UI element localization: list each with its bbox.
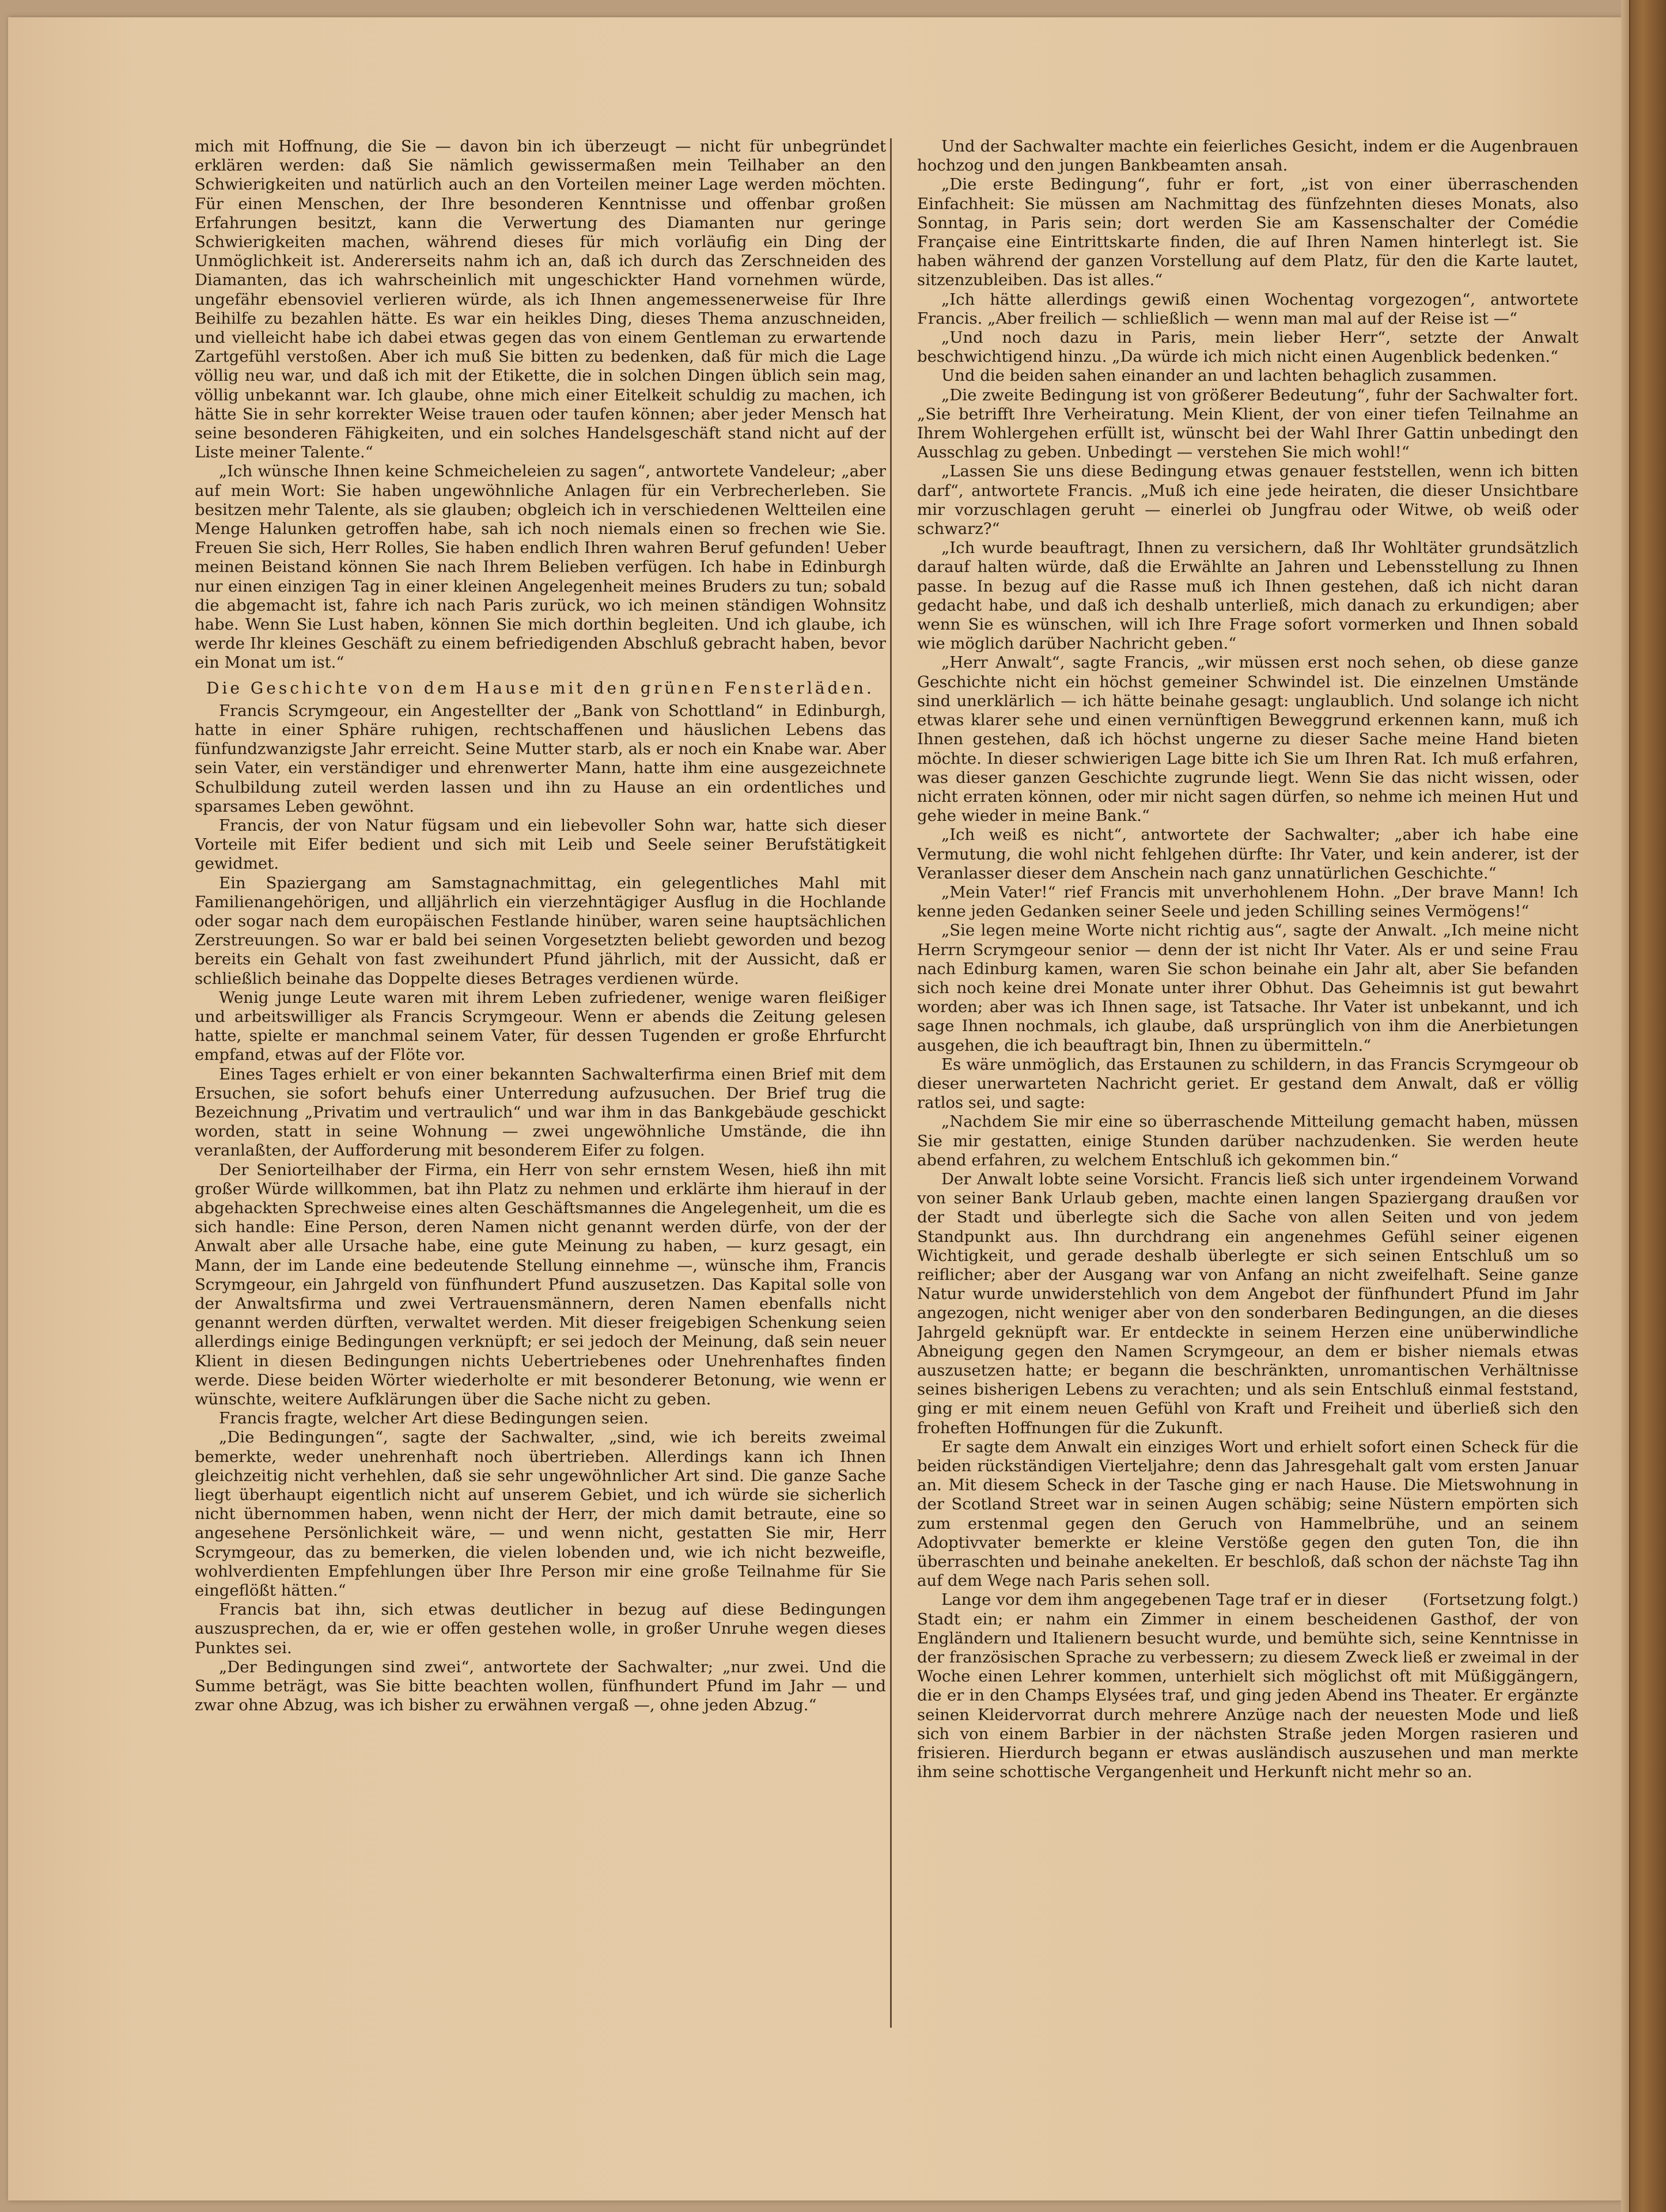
- left-column: [195, 137, 886, 2032]
- paragraph: „Und noch dazu in Paris, mein lieber Herr“, setzte der Anwalt beschwichtigend hinzu. „Da würde ich mich nicht einen Augenblick bedenken.“: [917, 328, 1578, 366]
- paragraph: „Der Bedingungen sind zwei“, antwortete der Sachwalter; „nur zwei. Und die Summe beträgt, was Sie bitte beachten wollen, fünfhundert Pfund im Jahr — und zwar ohne Abzug, was ich bisher zu erwähnen vergaß —, ohne jeden Abzug.“: [195, 1657, 886, 1715]
- paragraph: „Sie legen meine Worte nicht richtig aus“, sagte der Anwalt. „Ich meine nicht Herrn Scrymgeour senior — denn der ist nicht Ihr Vater. Als er und seine Frau nach Edinburg kamen, waren Sie schon beinahe ein Jahr alt, aber Sie befanden sich noch keine drei Monate unter ihrer Obhut. Das Geheimnis ist gut bewahrt worden; aber was ich Ihnen sage, ist Tatsache. Ihr Vater ist unbekannt, und ich sage Ihnen nochmals, ich glaube, daß ursprünglich von ihm die Anerbietungen ausgehen, die ich beauftragt bin, Ihnen zu übermitteln.“: [917, 921, 1578, 1055]
- paragraph: Er sagte dem Anwalt ein einziges Wort und erhielt sofort einen Scheck für die beiden rückständigen Vierteljahre; denn das Jahresgehalt galt vom ersten Januar an. Mit diesem Scheck in der Tasche ging er nach Hause. Die Mietswohnung in der Scotland Street war in seinen Augen schäbig; seine Nüstern empörten sich zum erstenmal gegen den Geruch von Hammelbrühe, und an seinem Adoptivvater bemerkte er kleine Verstöße gegen den guten Ton, die ihn überraschten und beinahe anekelten. Er beschloß, daß schon der nächste Tag ihn auf dem Wege nach Paris sehen soll.: [917, 1437, 1578, 1590]
- book-binding: [1629, 0, 1666, 2212]
- paragraph: Wenig junge Leute waren mit ihrem Leben zufriedener, wenige waren fleißiger und arbeitswilliger als Francis Scrymgeour. Wenn er abends die Zeitung gelesen hatte, spielte er manchmal seinem Vater, für dessen Tugenden er große Ehrfurcht empfand, etwas auf der Flöte vor.: [195, 988, 886, 1065]
- paragraph: Francis, der von Natur fügsam und ein liebevoller Sohn war, hatte sich dieser Vorteile mit Eifer bedient und sich mit Leib und Seele seiner Berufstätigkeit gewidmet.: [195, 816, 886, 873]
- paragraph: Francis fragte, welcher Art diese Bedingungen seien.: [219, 1409, 649, 1428]
- paragraph: „Die zweite Bedingung ist von größerer Bedeutung“, fuhr der Sachwalter fort. „Sie betrifft Ihre Verheiratung. Mein Klient, der von einer tiefen Teilnahme an Ihrem Wohlergehen erfüllt ist, wünscht bei der Wahl Ihrer Gattin unbedingt den Ausschlag zu geben. Unbedingt — verstehen Sie mich wohl!“: [917, 385, 1578, 462]
- paragraph: „Lassen Sie uns diese Bedingung etwas genauer feststellen, wenn ich bitten darf“, antwortete Francis. „Muß ich eine jede heiraten, die dieser Unsichtbare mir vorzuschlagen geruht — einerlei ob Jungfrau oder Witwe, ob weiß oder schwarz?“: [917, 462, 1578, 539]
- column-divider: [890, 138, 892, 2028]
- paragraph-text: Lange vor dem ihm angegebenen Tage traf er in dieser Stadt ein; er nahm ein Zimmer in einem bescheidenen Gasthof, der von Engländern und Italienern besucht wurde, und bemühte sich, seine Kenntnisse in der französischen Sprache zu verbessern; zu diesem Zweck ließ er zweimal in der Woche einen Lehrer kommen, unterhielt sich möglichst oft mit Müßiggängern, die er in den Champs Elysées traf, und ging jeden Abend ins Theater. Er ergänzte seinen Kleidervorrat durch mehrere Anzüge nach der neuesten Mode und ließ sich von einem Barbier in der nächsten Straße jeden Morgen rasieren und frisieren. Hierdurch begann er etwas ausländisch auszusehen und man merkte ihm seine schottische Vergangenheit und Herkunft nicht mehr so an.: [917, 1590, 1578, 1782]
- paragraph: Ein Spaziergang am Samstagnachmittag, ein gelegentliches Mahl mit Familienangehörigen, und alljährlich ein vierzehntägiger Ausflug in die Hochlande oder sogar nach dem europäischen Festlande hinüber, waren seine hauptsächlichen Zerstreuungen. So war er bald bei seinen Vorgesetzten beliebt geworden und bezog bereits ein Gehalt von fast zweihundert Pfund jährlich, mit der Aussicht, daß er schließlich beinahe das Doppelte dieses Betrages verdienen würde.: [195, 873, 886, 988]
- paragraph: Und der Sachwalter machte ein feierliches Gesicht, indem er die Augenbrauen hochzog und den jungen Bankbeamten ansah.: [917, 137, 1578, 175]
- last-paragraph: [917, 1590, 1578, 1782]
- paragraph: „Ich wurde beauftragt, Ihnen zu versichern, daß Ihr Wohltäter grundsätzlich darauf halten würde, daß die Erwählte an Jahren und Lebensstellung zu Ihnen passe. In bezug auf die Rasse muß ich Ihnen gestehen, daß ich nicht daran gedacht habe, und daß ich deshalb unterließ, mich danach zu erkundigen; aber wenn Sie es wünschen, will ich Ihre Frage sofort vormerken und Ihnen sobald wie möglich darüber Nachricht geben.“: [917, 539, 1578, 653]
- paragraph: mich mit Hoffnung, die Sie — davon bin ich überzeugt — nicht für unbegründet erklären werden: daß Sie nämlich gewissermaßen mein Teilhaber an den Schwierigkeiten und natürlich auch an den Vorteilen meiner Lage werden möchten. Für einen Menschen, der Ihre besonderen Kenntnisse und offenbar großen Erfahrungen besitzt, kann die Verwertung des Diamanten nur geringe Schwierigkeiten machen, während dieses für mich vorläufig ein Ding der Unmöglichkeit ist. Andererseits nahm ich an, daß ich durch das Zerschneiden des Diamanten, das ich wahrscheinlich mit ungeschickter Hand vornehmen würde, ungefähr ebensoviel verlieren würde, als ich Ihnen angemessenerweise für Ihre Beihilfe zu bezahlen hätte. Es war ein heikles Ding, dieses Thema anzuschneiden, und vielleicht habe ich dabei etwas gegen das von einem Gentleman zu erwartende Zartgefühl verstoßen. Aber ich muß Sie bitten zu bedenken, daß für mich die Lage völlig neu war, und daß ich mit der Etikette, die in solchen Dingen üblich sein mag, völlig unbekannt war. Ich glaube, ohne mich einer Eitelkeit schuldig zu machen, ich hätte Sie in sehr korrekter Weise trauen oder taufen können; aber jeder Mensch hat seine besonderen Fähigkeiten, und ein solches Handelsgeschäft stand nicht auf der Liste meiner Talente.“: [195, 137, 886, 462]
- continuation-note: (Fortsetzung folgt.): [1422, 1590, 1578, 1609]
- right-column: [917, 137, 1578, 2032]
- paragraph: „Die Bedingungen“, sagte der Sachwalter, „sind, wie ich bereits zweimal bemerkte, weder unehrenhaft noch übertrieben. Allerdings kann ich Ihnen gleichzeitig nicht verhehlen, daß sie sehr ungewöhnlicher Art sind. Die ganze Sache liegt überhaupt eigentlich nicht auf unserem Gebiet, und ich würde sie sicherlich nicht übernommen haben, wenn nicht der Herr, der mich damit betraute, eine so angesehene Persönlichkeit wäre, — und wenn nicht, gestatten Sie mir, Herr Scrymgeour, das zu bemerken, die vielen lobenden und, wie ich nicht bezweifle, wohlverdienten Empfehlungen über Ihre Person mir eine große Teilnahme für Sie eingeflößt hätten.“: [195, 1428, 886, 1600]
- paragraph: Der Anwalt lobte seine Vorsicht. Francis ließ sich unter irgendeinem Vorwand von seiner Bank Urlaub geben, machte einen langen Spaziergang draußen vor der Stadt und überlegte sich die Sache von allen Seiten und von jedem Standpunkt aus. Ihn durchdrang ein angenehmes Gefühl seiner eigenen Wichtigkeit, und gerade deshalb überlegte er sich seinen Entschluß um so reiflicher; aber der Ausgang war von Anfang an nicht zweifelhaft. Seine ganze Natur wurde unwiderstehlich von dem Angebot der fünfhundert Pfund im Jahr angezogen, nicht weniger aber von den sonderbaren Bedingungen, an die dieses Jahrgeld geknüpft war. Er entdeckte in seinem Herzen eine unüberwindliche Abneigung gegen den Namen Scrymgeour, an dem er bisher niemals etwas auszusetzen hatte; er begann die beschränkten, unromantischen Verhältnisse seines bisherigen Lebens zu verachten; und als sein Entschluß einmal feststand, ging er mit einem neuen Gefühl von Kraft und Freiheit und überließ sich den froheften Hoffnungen für die Zukunft.: [917, 1169, 1578, 1437]
- paragraph: „Mein Vater!“ rief Francis mit unverhohlenem Hohn. „Der brave Mann! Ich kenne jeden Gedanken seiner Seele und jeden Schilling seines Vermögens!“: [917, 882, 1578, 921]
- paragraph: „Ich hätte allerdings gewiß einen Wochentag vorgezogen“, antwortete Francis. „Aber freilich — schließlich — wenn man mal auf der Reise ist —“: [917, 290, 1578, 328]
- paragraph: „Nachdem Sie mir eine so überraschende Mitteilung gemacht haben, müssen Sie mir gestatten, einige Stunden darüber nachzudenken. Sie werden heute abend erfahren, zu welchem Entschluß ich gekommen bin.“: [917, 1112, 1578, 1169]
- paragraph: „Ich weiß es nicht“, antwortete der Sachwalter; „aber ich habe eine Vermutung, die wohl nicht fehlgehen dürfte: Ihr Vater, und kein anderer, ist der Veranlasser dieser dem Anschein nach ganz unnatürlichen Geschichte.“: [917, 825, 1578, 882]
- paragraph: Es wäre unmöglich, das Erstaunen zu schildern, in das Francis Scrymgeour ob dieser unerwarteten Nachricht geriet. Er gestand dem Anwalt, daß er völlig ratlos sei, und sagte:: [917, 1055, 1578, 1112]
- paragraph: Francis Scrymgeour, ein Angestellter der „Bank von Schottland“ in Edinburgh, hatte in einer Sphäre ruhigen, rechtschaffenen und häuslichen Lebens das fünfundzwanzigste Jahr erreicht. Seine Mutter starb, als er noch ein Knabe war. Aber sein Vater, ein verständiger und ehrenwerter Mann, hatte ihm eine ausgezeichnete Schulbildung zuteil werden lassen und ihn zu Hause an ein ordentliches und sparsames Leben gewöhnt.: [195, 701, 886, 816]
- paragraph: Der Seniorteilhaber der Firma, ein Herr von sehr ernstem Wesen, hieß ihn mit großer Würde willkommen, bat ihn Platz zu nehmen und erklärte ihm hierauf in der abgehackten Sprechweise eines alten Geschäftsmannes die Angelegenheit, um die es sich handle: Eine Person, deren Namen nicht genannt werden dürfe, von der der Anwalt aber alle Ursache habe, eine gute Meinung zu haben, — kurz gesagt, ein Mann, der im Lande eine bedeutende Stellung einnehme —, wünsche ihm, Francis Scrymgeour, ein Jahrgeld von fünfhundert Pfund auszusetzen. Das Kapital solle von der Anwaltsfirma und zwei Vertrauensmännern, deren Namen ebenfalls nicht genannt werden dürften, verwaltet werden. Mit dieser freigebigen Schenkung seien allerdings einige Bedingungen verknüpft; er sei jedoch der Meinung, daß sein neuer Klient in diesen Bedingungen nichts Uebertriebenes oder Unehrenhaftes finden werde. Diese beiden Wörter wiederholte er mit besonderer Betonung, wie wenn er wünschte, weitere Aufklärungen über die Sache nicht zu geben.: [195, 1160, 886, 1408]
- paragraph: „Die erste Bedingung“, fuhr er fort, „ist von einer überraschenden Einfachheit: Sie müssen am Nachmittag des fünfzehnten dieses Monats, also Sonntag, in Paris sein; dort werden Sie am Kassenschalter der Comédie Française eine Eintrittskarte finden, die auf Ihren Namen hinterlegt ist. Sie haben während der ganzen Vorstellung auf dem Platz, für den die Karte lautet, sitzenzubleiben. Das ist alles.“: [917, 175, 1578, 290]
- paragraph: „Ich wünsche Ihnen keine Schmeicheleien zu sagen“, antwortete Vandeleur; „aber auf mein Wort: Sie haben ungewöhnliche Anlagen für ein Verbrecherleben. Sie besitzen mehr Talente, als sie glauben; obgleich ich in verschiedenen Weltteilen eine Menge Halunken getroffen habe, sah ich noch niemals einen so frechen wie Sie. Freuen Sie sich, Herr Rolles, Sie haben endlich Ihren wahren Beruf gefunden! Ueber meinen Beistand können Sie nach Ihrem Belieben verfügen. Ich habe in Edinburgh nur einen einzigen Tag in einer kleinen Angelegenheit meines Bruders zu tun; sobald die abgemacht ist, fahre ich nach Paris zurück, wo ich meinen ständigen Wohnsitz habe. Wenn Sie Lust haben, können Sie mich dorthin begleiten. Und ich glaube, ich werde Ihr kleines Geschäft zu einem befriedigenden Abschluß gebracht haben, bevor ein Monat um ist.“: [195, 462, 886, 672]
- paragraph: „Herr Anwalt“, sagte Francis, „wir müssen erst noch sehen, ob diese ganze Geschichte nicht ein höchst gemeiner Schwindel ist. Die einzelnen Umstände sind unerklärlich — ich hätte beinahe gesagt: unglaublich. Und solange ich nicht etwas klarer sehe und einen vernünftigen Beweggrund erkennen kann, muß ich Ihnen gestehen, daß ich höchst ungerne zu dieser Sache meine Hand bieten möchte. In dieser schwierigen Lage bitte ich Sie um Ihren Rat. Ich muß erfahren, was dieser ganzen Geschichte zugrunde liegt. Wenn Sie das nicht wissen, oder nicht erraten können, oder mir nicht sagen dürfen, so nehme ich meinen Hut und gehe wieder in meine Bank.“: [917, 653, 1578, 825]
- section-heading: Die Geschichte von dem Hause mit den grünen Fensterläden.: [206, 678, 874, 698]
- paragraph: Francis bat ihn, sich etwas deutlicher in bezug auf diese Bedingungen auszusprechen, da er, wie er offen gestehen wolle, in großer Unruhe wegen dieses Punktes sei.: [195, 1600, 886, 1657]
- paragraph: Eines Tages erhielt er von einer bekannten Sachwalterfirma einen Brief mit dem Ersuchen, sie sofort behufs einer Unterredung aufzusuchen. Der Brief trug die Bezeichnung „Privatim und vertraulich“ und war ihm in das Bankgebäude geschickt worden, statt in seine Wohnung — zwei ungewöhnliche Umstände, die ihn veranlaßten, der Aufforderung mit besonderem Eifer zu folgen.: [195, 1065, 886, 1160]
- paragraph: Und die beiden sahen einander an und lachten behaglich zusammen.: [941, 366, 1497, 385]
